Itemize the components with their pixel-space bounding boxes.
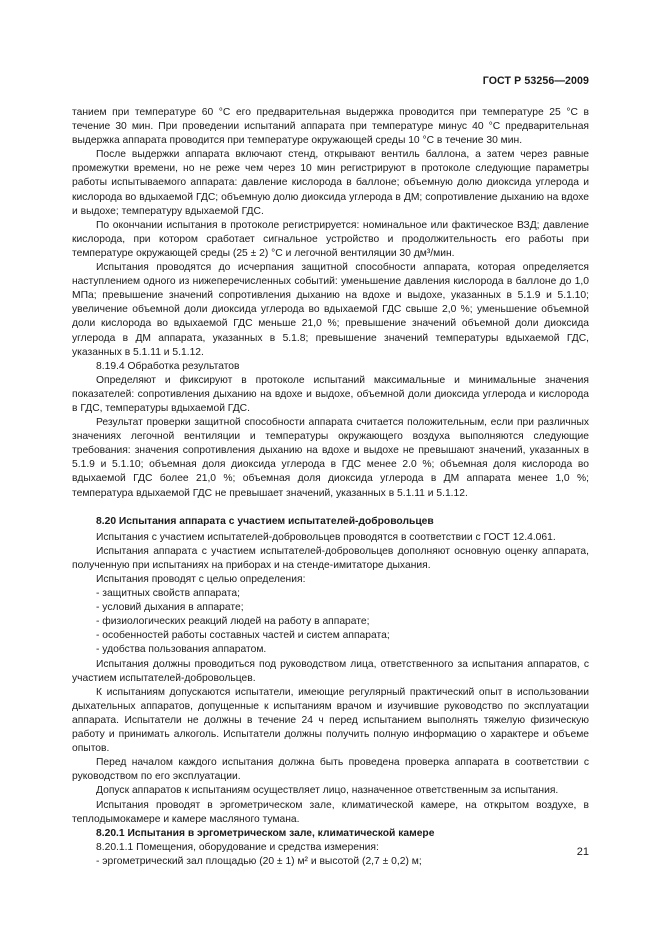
- paragraph: Испытания аппарата с участием испытателей-добровольцев дополняют основную оценку аппарата, полученную при испытаниях на приборах и на стенде-имитаторе дыхания.: [72, 545, 589, 571]
- paragraph: 8.20.1.1 Помещения, оборудование и средства измерения:: [96, 841, 379, 853]
- list-item: - особенностей работы составных частей и систем аппарата;: [96, 630, 390, 642]
- paragraph: Испытания проводятся до исчерпания защитной способности аппарата, которая определяется наступлением одного из нижеперечисленных событий: уменьшение давления кислорода в баллоне до 1,0 МПа; превышение значений сопротивления дыханию на вдохе и выдохе, указанных в 5.1.9 и 5.1.10; увеличение объемной доли диоксида углерода во вдыхаемой ГДС свыше 2,0 %; уменьшение объемной доли кислорода во вдыхаемой ГДС меньше 21,0 %; превышение значений объемной доли диоксида углерода в ДМ аппарата, указанных в 5.1.8; превышение значений температуры вдыхаемой ГДС, указанных в 5.1.11 и 5.1.12.: [72, 262, 589, 358]
- paragraph: танием при температуре 60 °С его предварительная выдержка проводится при температуре 25 °С в течение 30 мин. При проведении испытаний аппарата при температуре минус 40 °С предварительная выдержка аппарата проводится при температуре окружающей среды 10 °С в течение 30 мин.: [72, 107, 589, 147]
- list-item: - условий дыхания в аппарате;: [96, 602, 244, 614]
- paragraph: По окончании испытания в протоколе регистрируется: номинальное или фактическое ВЗД; давление кислорода, при котором сработает сигнальное устройство и продолжительность его работы при температуре окружающей среды (25 ± 2) °С и легочной вентиляции 30 дм³/мин.: [72, 219, 589, 259]
- paragraph: Определяют и фиксируют в протоколе испытаний максимальные и минимальные значения показателей: сопротивления дыханию на вдохе и выдохе, объемной доли диоксида углерода и кислорода в ГДС, температуры вдыхаемой ГДС.: [72, 374, 589, 414]
- section-heading: 8.20 Испытания аппарата с участием испытателей-добровольцев: [96, 515, 434, 527]
- page-number: 21: [576, 846, 589, 858]
- paragraph: Испытания с участием испытателей-добровольцев проводятся в соответствии с ГОСТ 12.4.061.: [96, 531, 556, 543]
- paragraph: Перед началом каждого испытания должна быть проведена проверка аппарата в соответствии с руководством по его эксплуатации.: [72, 757, 589, 783]
- paragraph: К испытаниям допускаются испытатели, имеющие регулярный практический опыт в использовании дыхательных аппаратов, допущенные к испытаниям врачом и изучившие руководство по эксплуатации аппарата. Испытатели не должны в течение 24 ч перед испытанием выполнять тяжелую физическую работу и принимать алкоголь. Испытатели должны получить полную информацию о характере и объеме опытов.: [72, 686, 589, 755]
- list-item: - защитных свойств аппарата;: [96, 588, 240, 600]
- list-item: - удобства пользования аппаратом.: [96, 644, 267, 656]
- list-item: - эргометрический зал площадью (20 ± 1) м² и высотой (2,7 ± 0,2) м;: [96, 855, 422, 867]
- subsection-title: 8.19.4 Обработка результатов: [96, 360, 240, 372]
- paragraph: Допуск аппаратов к испытаниям осуществляет лицо, назначенное ответственным за испытания.: [96, 785, 559, 797]
- paragraph: После выдержки аппарата включают стенд, открывают вентиль баллона, а затем через равные промежутки времени, но не реже чем через 10 мин регистрируют в протоколе следующие параметры работы испытываемого аппарата: давление кислорода в баллоне; объемную долю диоксида углерода и кислорода во вдыхаемой ГДС; объемную долю диоксида углерода в ДМ; сопротивление дыханию на вдохе и выдохе; температуру вдыхаемой ГДС.: [72, 149, 589, 217]
- document-header: ГОСТ Р 53256—2009: [482, 75, 589, 87]
- paragraph: Результат проверки защитной способности аппарата считается положительным, если при различных значениях легочной вентиляции и температуры окружающего воздуха выполняются следующие требования: значения сопротивления дыханию на вдохе и выдохе не превышают значений, указанных в 5.1.9 и 5.1.10; объемная доля диоксида углерода в ГДС менее 2.0 %; объемная доля кислорода во вдыхаемой ГДС более 21,0 %; объемная доля диоксида углерода в ДМ аппарата менее 1,0 %; температура вдыхаемой ГДС не превышает значений, указанных в 5.1.11 и 5.1.12.: [72, 417, 589, 499]
- paragraph: Испытания проводят с целью определения:: [96, 574, 306, 585]
- paragraph: Испытания должны проводиться под руководством лица, ответственного за испытания аппаратов, с участием испытателей-добровольцев.: [72, 658, 589, 684]
- list-item: - физиологических реакций людей на работу в аппарате;: [96, 616, 370, 628]
- document-body: [72, 106, 589, 869]
- paragraph: Испытания проводят в эргометрическом зале, климатической камере, на открытом воздухе, в теплодымокамере и камере масляного тумана.: [72, 799, 589, 825]
- subsection-heading: 8.20.1 Испытания в эргометрическом зале, климатической камере: [96, 827, 435, 839]
